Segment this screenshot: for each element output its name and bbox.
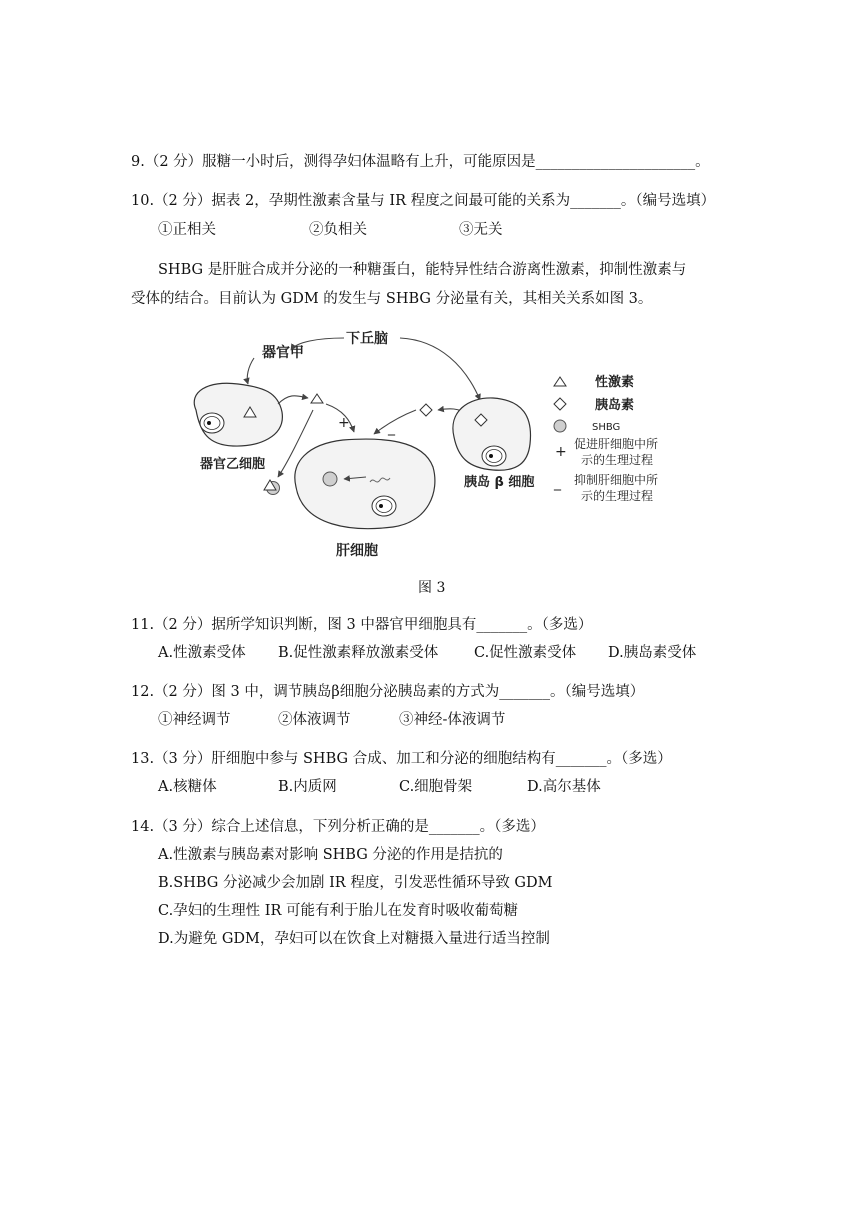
question-13: 13.（3 分）肝细胞中参与 SHBG 合成、加工和分泌的细胞结构有_______。（多选） [131, 751, 672, 767]
question-9: 9.（2 分）服糖一小时后，测得孕妇体温略有上升，可能原因是______________________。 [131, 154, 710, 170]
liver-cell-label: 肝细胞 [336, 543, 378, 559]
arrow-organ-a-to-organ-b [247, 358, 254, 384]
q10-option-1: ①正相关 [158, 222, 216, 238]
q12-option-1: ①神经调节 [158, 712, 231, 728]
question-10: 10.（2 分）据表 2，孕期性激素含量与 IR 程度之间最可能的关系为_______。（编号选填） [131, 193, 716, 209]
legend-plus-desc-1: 促进肝细胞中所 [574, 437, 659, 451]
q14-option-d: D.为避免 GDM，孕妇可以在饮食上对糖摄入量进行适当控制 [158, 931, 550, 947]
q12-option-2: ②体液调节 [278, 712, 351, 728]
q11-option-a: A.性激素受体 [158, 645, 246, 661]
q10-option-3: ③无关 [459, 222, 503, 238]
plus-sign: + [338, 415, 350, 431]
legend-minus-desc-1: 抑制肝细胞中所 [574, 473, 659, 487]
organ-b-cell-label: 器官乙细胞 [200, 457, 266, 472]
figure-legend [553, 374, 658, 503]
free-insulin [420, 404, 432, 416]
q13-option-b: B.内质网 [278, 779, 337, 795]
q13-option-c: C.细胞骨架 [399, 779, 473, 795]
minus-sign: _ [388, 420, 395, 436]
legend-triangle-icon [554, 377, 566, 386]
q11-option-d: D.胰岛素受体 [608, 645, 697, 661]
shbg-in-liver [323, 472, 337, 486]
shbg-paragraph-line2: 受体的结合。目前认为 GDM 的发生与 SHBG 分泌量有关，其相关关系如图 3。 [131, 291, 653, 307]
q14-option-c: C.孕妇的生理性 IR 可能有利于胎儿在发育时吸收葡萄糖 [158, 903, 519, 919]
q11-option-c: C.促性激素受体 [474, 645, 577, 661]
arrow-hypothalamus-to-beta-cell [400, 338, 480, 400]
legend-insulin: 胰岛素 [595, 398, 635, 413]
legend-diamond-icon [554, 398, 566, 410]
organ-a-label: 器官甲 [262, 345, 304, 361]
q14-option-a: A.性激素与胰岛素对影响 SHBG 分泌的作用是拮抗的 [158, 847, 503, 863]
legend-sex-hormone: 性激素 [595, 375, 635, 390]
arrow-insulin-to-liver [374, 410, 416, 434]
shbg-paragraph-line1: SHBG 是肝脏合成并分泌的一种糖蛋白，能特异性结合游离性激素，抑制性激素与 [158, 262, 687, 278]
legend-minus-desc-2: 示的生理过程 [581, 489, 654, 503]
hypothalamus-label: 下丘脑 [346, 331, 388, 347]
question-11: 11.（2 分）据所学知识判断，图 3 中器官甲细胞具有_______。（多选） [131, 617, 593, 633]
figure-3-diagram [178, 322, 678, 562]
q13-option-a: A.核糖体 [158, 779, 217, 795]
q14-option-b: B.SHBG 分泌减少会加剧 IR 程度，引发恶性循环导致 GDM [158, 875, 553, 891]
q10-option-2: ②负相关 [309, 222, 367, 238]
free-sex-hormone [311, 394, 323, 403]
beta-cell-label: 胰岛 β 细胞 [464, 475, 535, 490]
question-12: 12.（2 分）图 3 中，调节胰岛β细胞分泌胰岛素的方式为_______。（编号选填） [131, 684, 645, 700]
arrow-organ-b-to-sex-hormone [278, 396, 308, 404]
liver-cell-shape [295, 439, 435, 529]
legend-shbg: SHBG [592, 422, 621, 433]
legend-shbg-icon [554, 420, 566, 432]
q12-option-3: ③神经-体液调节 [399, 712, 506, 728]
q11-option-b: B.促性激素释放激素受体 [278, 645, 439, 661]
legend-minus-symbol: _ [554, 475, 561, 491]
question-14: 14.（3 分）综合上述信息，下列分析正确的是_______。（多选） [131, 819, 545, 835]
q13-option-d: D.高尔基体 [527, 779, 601, 795]
legend-plus-symbol: + [555, 444, 567, 460]
legend-plus-desc-2: 示的生理过程 [581, 453, 654, 467]
figure-caption: 图 3 [418, 580, 446, 596]
